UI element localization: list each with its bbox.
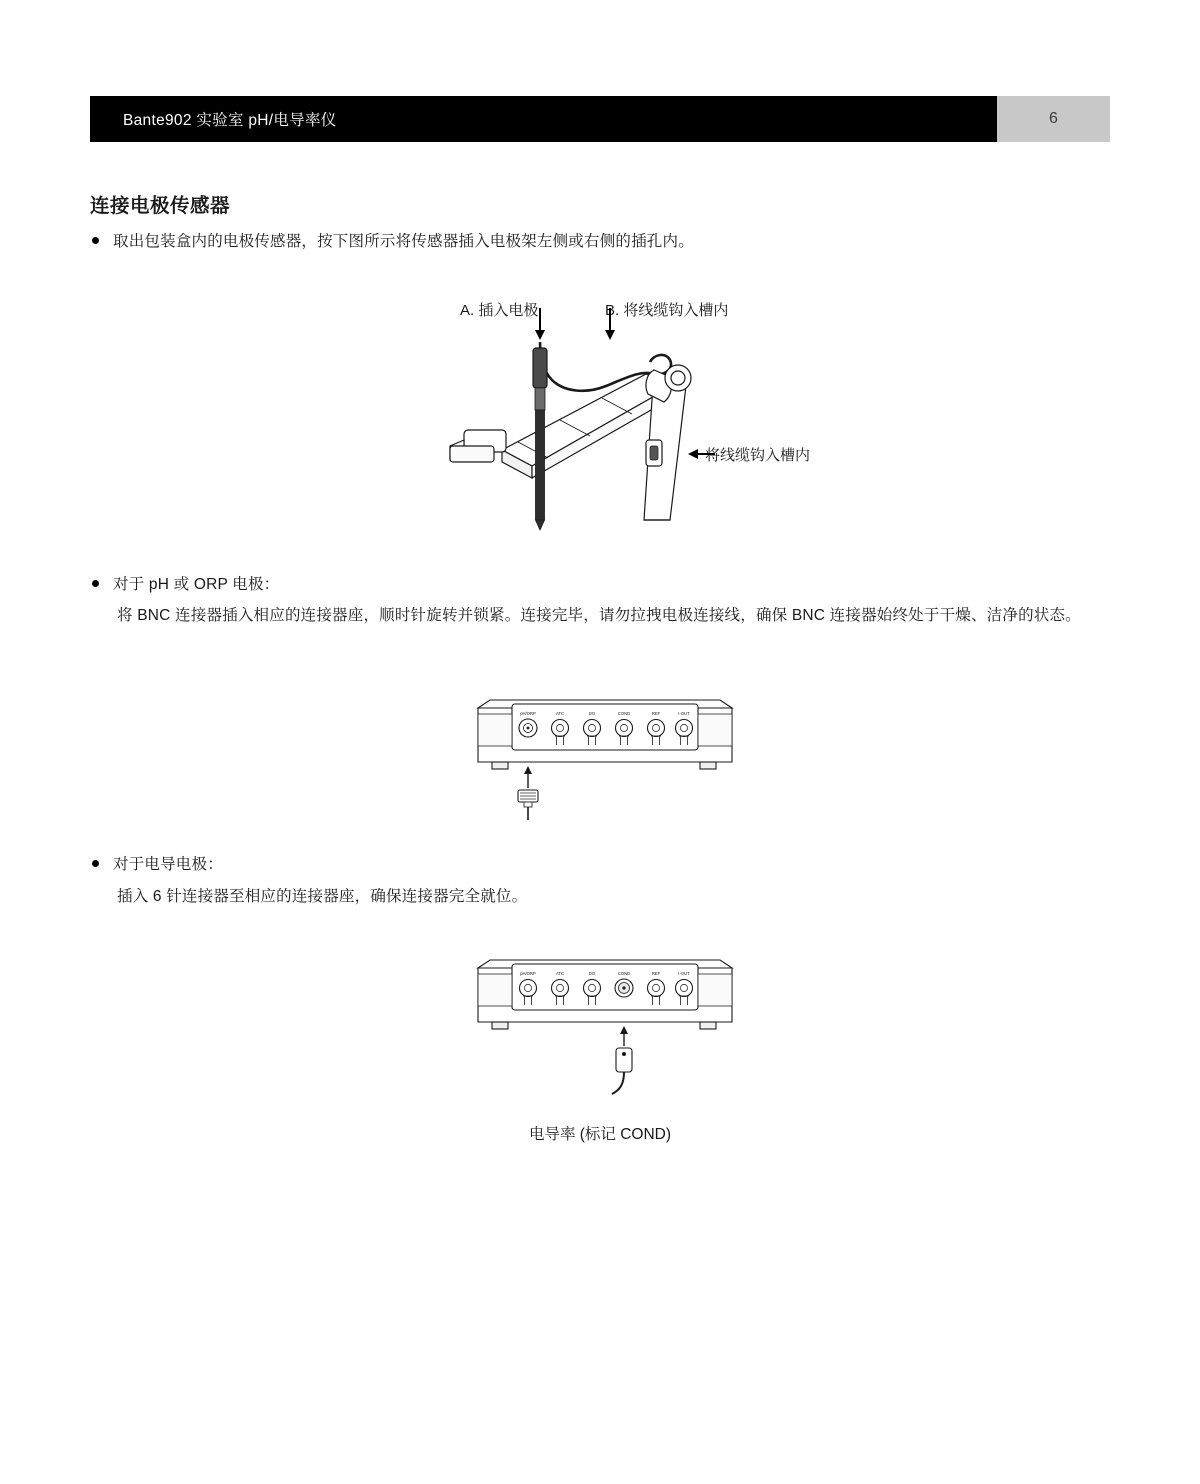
bullet-1-text: 取出包装盒内的电极传感器，按下图所示将传感器插入电极架左侧或右侧的插孔内。 bbox=[113, 233, 694, 250]
bullet-dot-icon bbox=[92, 580, 99, 587]
arrow-up-cond bbox=[620, 1026, 628, 1046]
arrow-up-bnc bbox=[524, 766, 532, 788]
port-ph-orp bbox=[519, 711, 537, 737]
bnc-plug bbox=[518, 790, 538, 820]
arrow-down-a bbox=[535, 308, 545, 340]
bullet-dot-icon bbox=[92, 860, 99, 867]
figure-1-label-b: B. 将线缆钩入槽内 bbox=[605, 302, 729, 319]
arrow-left-c bbox=[688, 449, 715, 459]
bullet-2-text: 对于 pH 或 ORP 电极： bbox=[113, 576, 280, 593]
cond-plug bbox=[612, 1048, 632, 1094]
figure-rear-panel-bnc bbox=[470, 690, 740, 820]
svg-text:REF: REF bbox=[651, 711, 661, 716]
page-number-box bbox=[997, 96, 1110, 142]
arrow-down-b bbox=[605, 308, 615, 340]
section-heading: 连接电极传感器 bbox=[90, 195, 231, 217]
figure-electrode-arm bbox=[440, 290, 870, 540]
paragraph-2: 将 BNC 连接器插入相应的连接器座，顺时针旋转并锁紧。连接完毕，请勿拉拽电极连接线，确保 BNC 连接器始终处于干燥、洁净的状态。 bbox=[117, 607, 1081, 624]
svg-text:REF: REF bbox=[651, 971, 661, 976]
figure-rear-panel-cond bbox=[470, 950, 740, 1100]
document-title: Bante902 实验室 pH/电导率仪 bbox=[123, 112, 337, 129]
header-title-bar bbox=[90, 96, 997, 142]
svg-text:pH/ORP: pH/ORP bbox=[520, 971, 536, 976]
arm-clamp bbox=[450, 430, 506, 462]
svg-text:pH/ORP: pH/ORP bbox=[520, 711, 536, 716]
figure-3-caption: 电导率 (标记 COND) bbox=[528, 1126, 672, 1143]
holder-post bbox=[644, 365, 691, 520]
bullet-3-text: 对于电导电极： bbox=[113, 856, 223, 873]
figure-1-label-a: A. 插入电极 bbox=[460, 302, 539, 319]
bullet-item-2 bbox=[92, 571, 1102, 598]
svg-text:I-OUT: I-OUT bbox=[678, 711, 690, 716]
bullet-item-1 bbox=[92, 228, 1102, 255]
svg-text:COND: COND bbox=[617, 971, 631, 976]
bullet-item-3 bbox=[92, 851, 1102, 878]
svg-text:COND: COND bbox=[617, 711, 631, 716]
figure-1-label-c: 将线缆钩入槽内 bbox=[705, 447, 811, 464]
page-header bbox=[90, 96, 1110, 142]
svg-text:ATC: ATC bbox=[555, 711, 565, 716]
svg-text:DO: DO bbox=[588, 971, 596, 976]
page-number: 6 bbox=[1049, 110, 1058, 127]
svg-text:I-OUT: I-OUT bbox=[678, 971, 690, 976]
paragraph-3: 插入 6 针连接器至相应的连接器座，确保连接器完全就位。 bbox=[117, 888, 528, 905]
svg-text:ATC: ATC bbox=[555, 971, 565, 976]
bullet-dot-icon bbox=[92, 237, 99, 244]
svg-text:DO: DO bbox=[588, 711, 596, 716]
